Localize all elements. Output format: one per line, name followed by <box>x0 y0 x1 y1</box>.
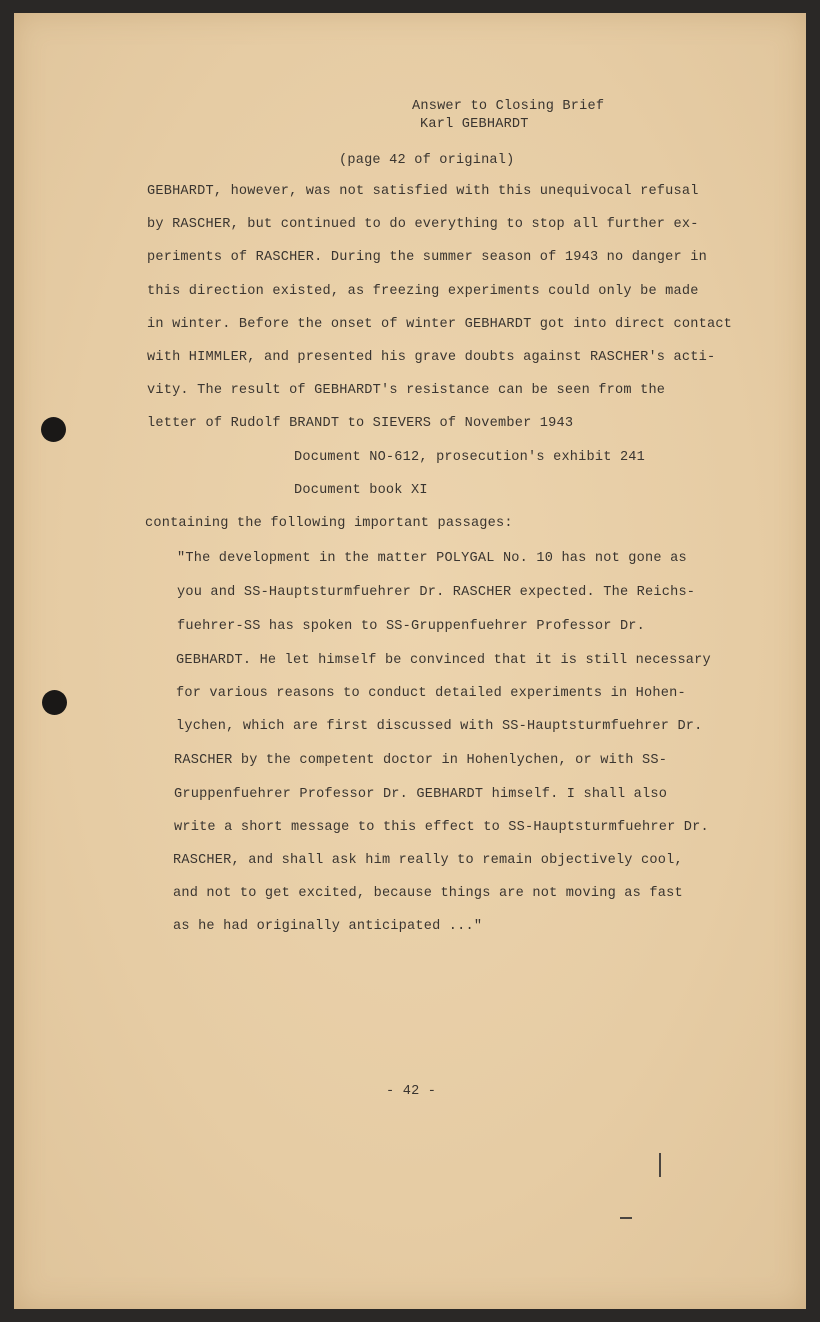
header-title: Answer to Closing Brief <box>412 99 605 114</box>
quote-line: as he had originally anticipated ..." <box>173 919 483 934</box>
quote-line: you and SS-Hauptsturmfuehrer Dr. RASCHER expected. The Reichs- <box>177 585 696 600</box>
body-line: vity. The result of GEBHARDT's resistance can be seen from the <box>147 383 666 398</box>
body-line: this direction existed, as freezing experiments could only be made <box>147 284 699 299</box>
header-name: Karl GEBHARDT <box>420 117 529 132</box>
punch-hole-bottom <box>42 690 67 715</box>
body-line: with HIMMLER, and presented his grave doubts against RASCHER's acti- <box>147 350 716 365</box>
page-reference: (page 42 of original) <box>339 153 515 168</box>
ink-mark <box>620 1217 632 1219</box>
quote-line: for various reasons to conduct detailed experiments in Hohen- <box>176 686 686 701</box>
quote-line: GEBHARDT. He let himself be convinced that it is still necessary <box>176 653 711 668</box>
quote-line: RASCHER, and shall ask him really to remain objectively cool, <box>173 853 683 868</box>
quote-line: "The development in the matter POLYGAL No. 10 has not gone as <box>177 551 687 566</box>
body-line: periments of RASCHER. During the summer season of 1943 no danger in <box>147 250 707 265</box>
page-number: - 42 - <box>386 1084 437 1099</box>
quote-line: fuehrer-SS has spoken to SS-Gruppenfuehrer Professor Dr. <box>177 619 646 634</box>
document-book: Document book XI <box>294 483 428 498</box>
document-page <box>14 13 806 1309</box>
document-reference: Document NO-612, prosecution's exhibit 241 <box>294 450 646 465</box>
body-line: by RASCHER, but continued to do everything to stop all further ex- <box>147 217 699 232</box>
quote-line: RASCHER by the competent doctor in Hohenlychen, or with SS- <box>174 753 668 768</box>
quote-line: Gruppenfuehrer Professor Dr. GEBHARDT himself. I shall also <box>174 787 668 802</box>
body-line: letter of Rudolf BRANDT to SIEVERS of November 1943 <box>147 416 574 431</box>
quote-line: and not to get excited, because things are not moving as fast <box>173 886 683 901</box>
ink-mark <box>659 1153 661 1177</box>
body-line: in winter. Before the onset of winter GEBHARDT got into direct contact <box>147 317 733 332</box>
quote-intro: containing the following important passages: <box>145 516 513 531</box>
quote-line: lychen, which are first discussed with SS-Hauptsturmfuehrer Dr. <box>176 719 703 734</box>
quote-line: write a short message to this effect to SS-Hauptsturmfuehrer Dr. <box>174 820 709 835</box>
body-line: GEBHARDT, however, was not satisfied with this unequivocal refusal <box>147 184 699 199</box>
punch-hole-top <box>41 417 66 442</box>
